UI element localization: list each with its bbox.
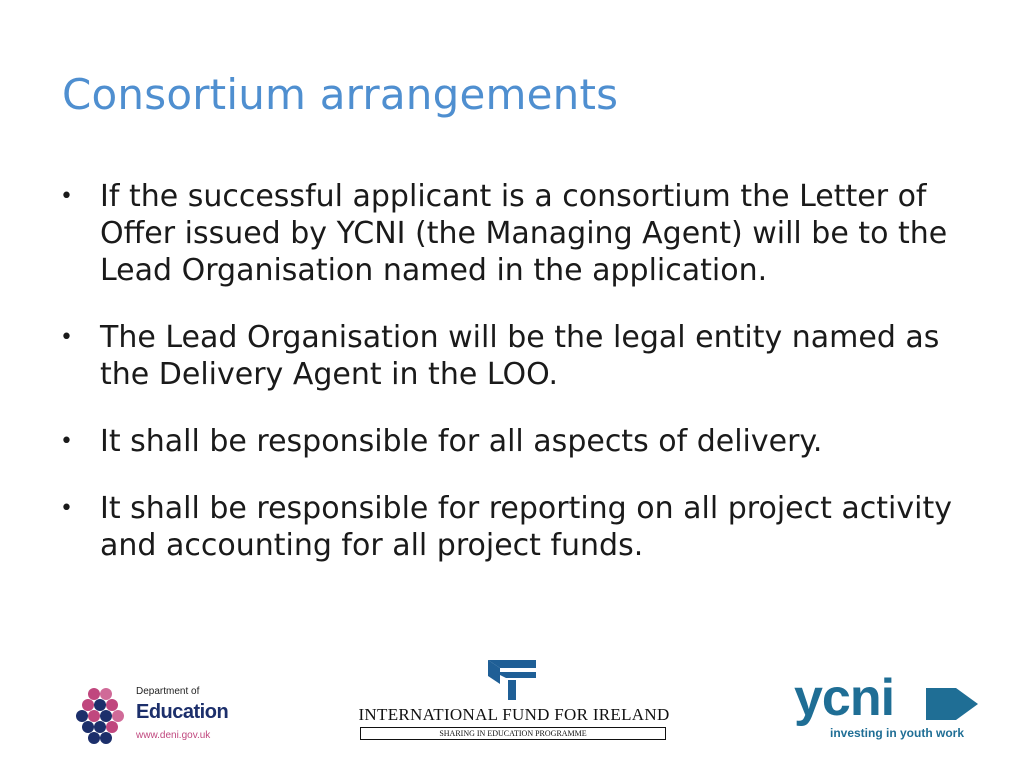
bullet-marker: • (60, 184, 73, 209)
hexagon-cluster-icon (74, 686, 130, 750)
bullet-item (60, 490, 960, 564)
deni-url: www.deni.gov.uk (136, 730, 211, 741)
bullet-marker: • (60, 429, 73, 454)
ycni-tagline: investing in youth work (830, 726, 965, 740)
bullet-list (60, 178, 960, 594)
deni-department: Department of (136, 686, 200, 697)
ycni-wordmark: ycni (794, 669, 895, 727)
ycni-logo (794, 669, 984, 746)
bullet-marker: • (60, 496, 73, 521)
ifi-emblem-icon (486, 658, 538, 702)
ifi-subtitle: SHARING IN EDUCATION PROGRAMME (360, 727, 666, 740)
bullet-marker: • (60, 325, 73, 350)
department-of-education-logo (74, 684, 244, 754)
deni-text-block (136, 684, 228, 741)
deni-education: Education (136, 701, 229, 723)
slide-title: Consortium arrangements (62, 70, 619, 119)
bullet-text: It shall be responsible for all aspects of delivery. (100, 424, 823, 459)
international-fund-for-ireland-logo (358, 658, 670, 742)
bullet-text: If the successful applicant is a consortium the Letter of Offer issued by YCNI (the Managing Agent) will be to the Lead Organisation named in the application. (100, 179, 948, 288)
bullet-text: It shall be responsible for reporting on all project activity and accounting for all project funds. (100, 491, 952, 563)
bullet-item (60, 178, 960, 289)
play-arrow-icon (926, 684, 980, 724)
ifi-name: INTERNATIONAL FUND FOR IRELAND (358, 705, 670, 724)
bullet-item (60, 423, 960, 460)
bullet-item (60, 319, 960, 393)
bullet-text: The Lead Organisation will be the legal entity named as the Delivery Agent in the LOO. (100, 320, 940, 392)
